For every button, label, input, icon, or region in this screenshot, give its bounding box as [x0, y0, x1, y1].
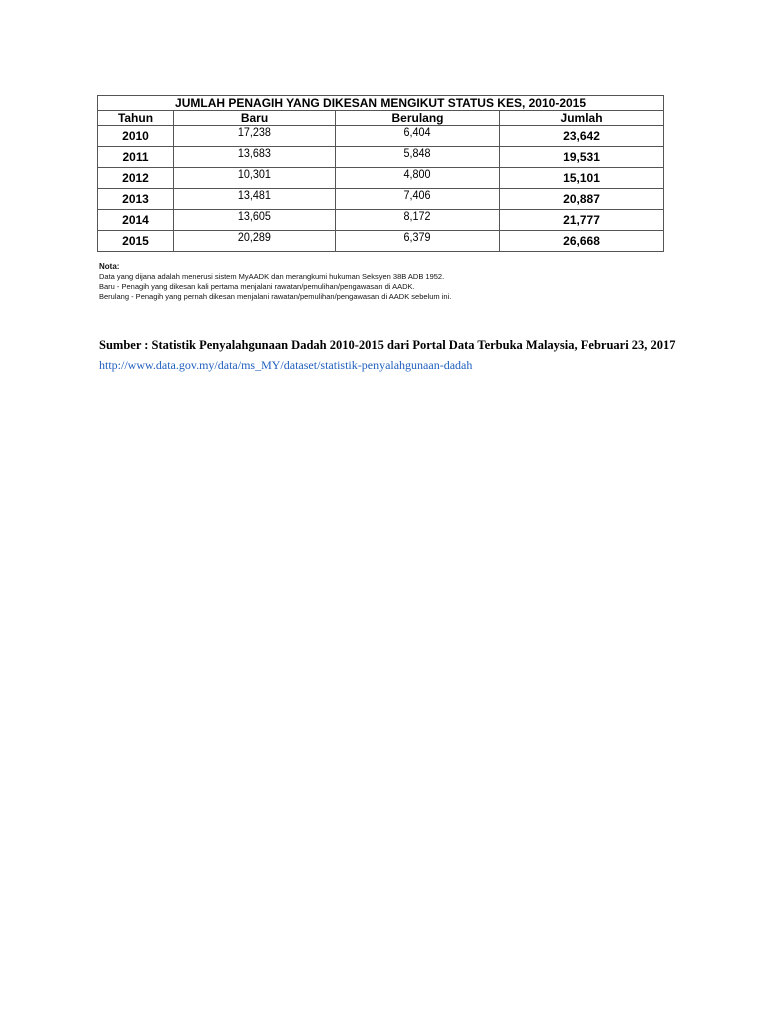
addict-status-table: [97, 95, 664, 252]
berulang-cell: [336, 231, 500, 252]
baru-cell: [174, 210, 336, 231]
table-row: [98, 126, 664, 147]
notes-title: Nota:: [99, 262, 120, 271]
year-cell: 2011: [98, 147, 174, 168]
table-row: [98, 210, 664, 231]
jumlah-cell: 19,531: [500, 147, 664, 168]
berulang-cell: [336, 147, 500, 168]
year-cell: 2013: [98, 189, 174, 210]
baru-value: 17,238: [237, 125, 272, 139]
baru-cell: [174, 189, 336, 210]
table-row: [98, 189, 664, 210]
jumlah-cell: 26,668: [500, 231, 664, 252]
berulang-cell: [336, 168, 500, 189]
year-cell: 2015: [98, 231, 174, 252]
source-citation: Sumber : Statistik Penyalahgunaan Dadah 2010-2015 dari Portal Data Terbuka Malaysia, Februari 23, 2017: [99, 338, 676, 352]
jumlah-cell: 20,887: [500, 189, 664, 210]
table-row: [98, 147, 664, 168]
berulang-value: 6,404: [403, 125, 432, 139]
jumlah-cell: 23,642: [500, 126, 664, 147]
berulang-cell: [336, 126, 500, 147]
notes-section: [99, 262, 659, 302]
baru-value: 13,683: [237, 146, 272, 160]
berulang-value: 4,800: [403, 167, 432, 181]
year-cell: 2012: [98, 168, 174, 189]
note-line: Data yang dijana adalah menerusi sistem MyAADK dan merangkumi hukuman Seksyen 38B ADB 1952.: [99, 272, 445, 281]
baru-value: 13,481: [237, 188, 272, 202]
jumlah-cell: 21,777: [500, 210, 664, 231]
header-baru: Baru: [174, 111, 336, 126]
baru-cell: [174, 126, 336, 147]
baru-cell: [174, 147, 336, 168]
table-header-row: [98, 111, 664, 126]
berulang-value: 7,406: [403, 188, 432, 202]
table-title: JUMLAH PENAGIH YANG DIKESAN MENGIKUT STATUS KES, 2010-2015: [98, 96, 664, 111]
note-line: Berulang - Penagih yang pernah dikesan menjalani rawatan/pemulihan/pengawasan di AADK sebelum ini.: [99, 292, 452, 301]
baru-value: 13,605: [237, 209, 272, 223]
header-berulang: Berulang: [336, 111, 500, 126]
jumlah-cell: 15,101: [500, 168, 664, 189]
baru-value: 20,289: [237, 230, 272, 244]
table-title-row: [98, 96, 664, 111]
berulang-value: 8,172: [403, 209, 432, 223]
header-year: Tahun: [98, 111, 174, 126]
berulang-value: 6,379: [403, 230, 432, 244]
berulang-cell: [336, 210, 500, 231]
year-cell: 2014: [98, 210, 174, 231]
table-row: [98, 231, 664, 252]
baru-cell: [174, 231, 336, 252]
table-row: [98, 168, 664, 189]
header-jumlah: Jumlah: [500, 111, 664, 126]
note-line: Baru - Penagih yang dikesan kali pertama menjalani rawatan/pemulihan/pengawasan di AADK.: [99, 282, 415, 291]
source-link[interactable]: http://www.data.gov.my/data/ms_MY/dataset/statistik-penyalahgunaan-dadah: [99, 358, 473, 372]
baru-value: 10,301: [237, 167, 272, 181]
berulang-cell: [336, 189, 500, 210]
baru-cell: [174, 168, 336, 189]
berulang-value: 5,848: [403, 146, 432, 160]
year-cell: 2010: [98, 126, 174, 147]
